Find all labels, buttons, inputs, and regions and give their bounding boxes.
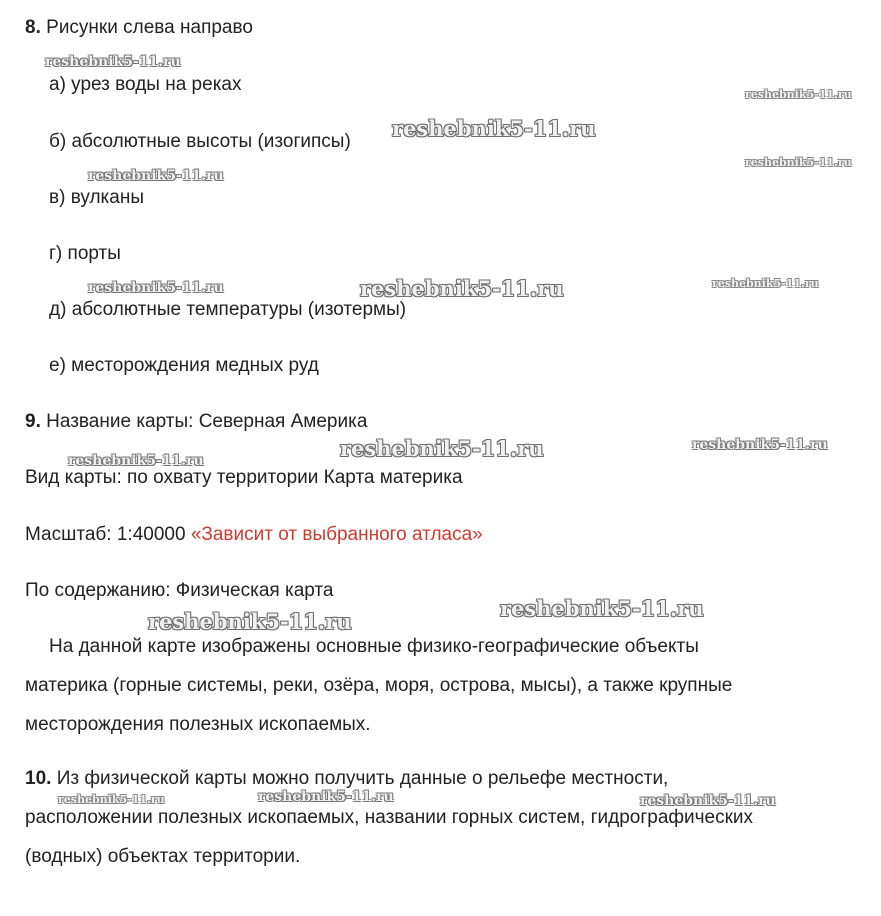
q9-heading — [25, 410, 367, 434]
watermark: reshebnik5-11.ru — [360, 276, 564, 301]
watermark: reshebnik5-11.ru — [392, 116, 596, 141]
q8-item-a: а) урез воды на реках — [49, 74, 242, 95]
q9-description-line-1: На данной карте изображены основные физико-географические объекты — [49, 636, 699, 657]
q9-description-line-2: материка (горные системы, реки, озёра, моря, острова, мысы), а также крупные — [25, 675, 733, 696]
watermark: reshebnik5-11.ru — [68, 453, 204, 469]
watermark: reshebnik5-11.ru — [712, 277, 819, 290]
watermark: reshebnik5-11.ru — [58, 793, 165, 806]
watermark: reshebnik5-11.ru — [88, 168, 224, 184]
watermark: reshebnik5-11.ru — [340, 436, 544, 461]
watermark: reshebnik5-11.ru — [45, 54, 181, 70]
q9-coverage: Вид карты: по охвату территории Карта материка — [25, 467, 463, 488]
q10-line-3: (водных) объектах территории. — [25, 846, 301, 867]
q9-scale — [25, 523, 483, 547]
q8-item-b: б) абсолютные высоты (изогипсы) — [49, 131, 351, 152]
q9-number: 9. — [25, 411, 41, 432]
q8-item-d: г) порты — [49, 243, 121, 264]
watermark: reshebnik5-11.ru — [88, 280, 224, 296]
q10-line-1 — [25, 767, 668, 791]
q10-line-2: расположении полезных ископаемых, названии горных систем, гидрографических — [25, 807, 754, 828]
watermark: reshebnik5-11.ru — [148, 609, 352, 634]
watermark: reshebnik5-11.ru — [258, 789, 394, 805]
watermark: reshebnik5-11.ru — [745, 156, 852, 169]
watermark: reshebnik5-11.ru — [640, 793, 776, 809]
q8-item-e: д) абсолютные температуры (изотермы) — [49, 299, 407, 320]
q9-title: Название карты: Северная Америка — [46, 411, 368, 432]
q8-number: 8. — [25, 17, 41, 38]
q8-heading — [25, 16, 253, 40]
q9-scale-label: Масштаб: 1:40000 — [25, 524, 186, 545]
q9-scale-note: «Зависит от выбранного атласа» — [190, 524, 483, 545]
q8-item-c: в) вулканы — [49, 187, 144, 208]
watermark: reshebnik5-11.ru — [745, 88, 852, 101]
q8-title: Рисунки слева направо — [46, 17, 253, 38]
q10-number: 10. — [25, 768, 52, 789]
watermark: reshebnik5-11.ru — [692, 437, 828, 453]
q9-description-line-3: месторождения полезных ископаемых. — [25, 714, 371, 735]
q9-content-type: По содержанию: Физическая карта — [25, 580, 334, 601]
watermark: reshebnik5-11.ru — [500, 596, 704, 621]
q8-item-f: е) месторождения медных руд — [49, 355, 319, 376]
q10-text-1: Из физической карты можно получить данные о рельефе местности, — [56, 768, 669, 789]
